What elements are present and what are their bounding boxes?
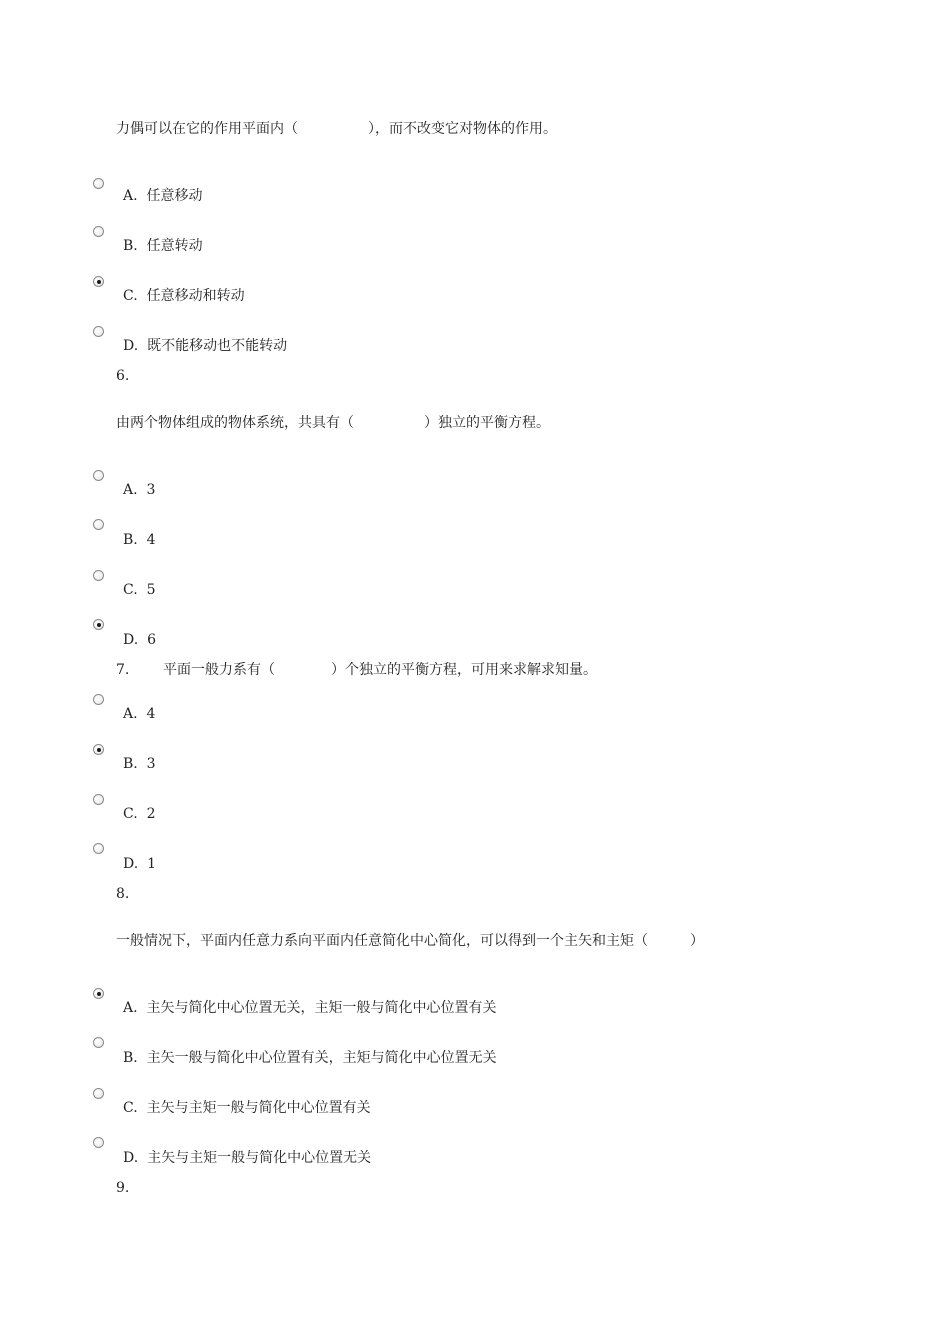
question-text: 一般情况下，平面内任意力系向平面内任意简化中心简化，可以得到一个主矢和主矩（ ） [116, 933, 704, 949]
radio-q7-d[interactable] [93, 843, 104, 854]
radio-q5-c[interactable] [93, 276, 104, 287]
question-text: 力偶可以在它的作用平面内（ ），而不改变它对物体的作用。 [116, 121, 557, 137]
option-label[interactable]: B. 3 [123, 756, 156, 772]
radio-q6-b[interactable] [93, 519, 104, 530]
option-label[interactable]: D. 主矢与主矩一般与简化中心位置无关 [123, 1150, 372, 1166]
question-number: 9. [116, 1180, 130, 1196]
radio-q8-a[interactable] [93, 988, 104, 999]
question-text: 由两个物体组成的物体系统，共具有（ ）独立的平衡方程。 [116, 415, 550, 431]
option-label[interactable]: A. 4 [123, 706, 156, 722]
radio-q6-a[interactable] [93, 470, 104, 481]
radio-q5-d[interactable] [93, 326, 104, 337]
radio-q8-b[interactable] [93, 1037, 104, 1048]
option-label[interactable]: D. 1 [123, 856, 156, 872]
radio-q6-c[interactable] [93, 570, 104, 581]
option-label[interactable]: B. 任意转动 [123, 238, 203, 254]
radio-q5-a[interactable] [93, 178, 104, 189]
radio-q7-c[interactable] [93, 794, 104, 805]
option-label[interactable]: A. 任意移动 [123, 188, 203, 204]
radio-q8-c[interactable] [93, 1088, 104, 1099]
option-label[interactable]: B. 4 [123, 532, 156, 548]
option-label[interactable]: D. 既不能移动也不能转动 [123, 338, 288, 354]
option-label[interactable]: C. 任意移动和转动 [123, 288, 245, 304]
question-text: 平面一般力系有（ ）个独立的平衡方程，可用来求解求知量。 [163, 662, 597, 678]
question-number: 7. [116, 662, 130, 678]
radio-q7-a[interactable] [93, 694, 104, 705]
radio-q5-b[interactable] [93, 226, 104, 237]
option-label[interactable]: C. 主矢与主矩一般与简化中心位置有关 [123, 1100, 371, 1116]
option-label[interactable]: C. 2 [123, 806, 156, 822]
question-number: 6. [116, 368, 130, 384]
option-label[interactable]: B. 主矢一般与简化中心位置有关，主矩与简化中心位置无关 [123, 1050, 497, 1066]
option-label[interactable]: A. 3 [123, 482, 156, 498]
question-number: 8. [116, 886, 130, 902]
option-label[interactable]: A. 主矢与简化中心位置无关，主矩一般与简化中心位置有关 [123, 1000, 497, 1016]
radio-q8-d[interactable] [93, 1137, 104, 1148]
option-label[interactable]: C. 5 [123, 582, 156, 598]
radio-q6-d[interactable] [93, 619, 104, 630]
option-label[interactable]: D. 6 [123, 632, 156, 648]
radio-q7-b[interactable] [93, 744, 104, 755]
